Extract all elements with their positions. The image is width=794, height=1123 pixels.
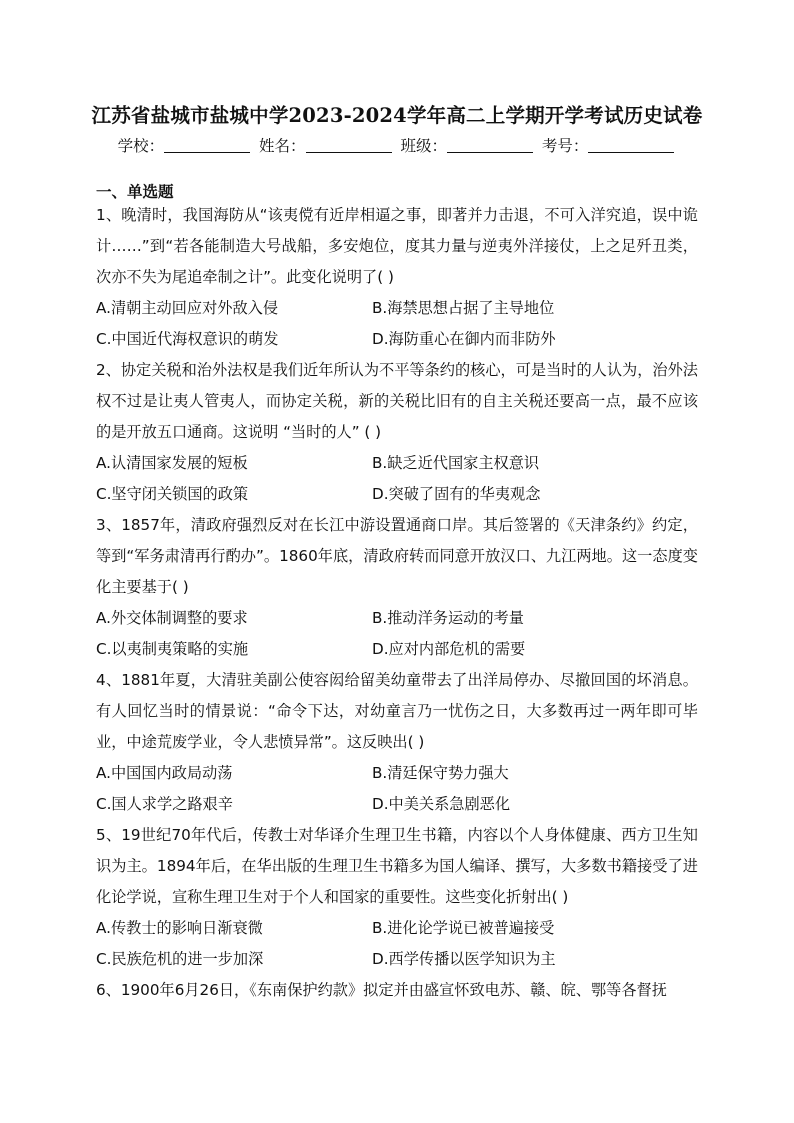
option-c[interactable]: C.民族危机的进一步加深: [96, 950, 264, 968]
student-info-line: [0, 134, 794, 156]
name-label: 姓名：: [259, 137, 306, 155]
option-list: [96, 603, 698, 665]
class-label: 班级：: [400, 137, 447, 155]
option-c[interactable]: C.坚守闭关锁国的政策: [96, 485, 249, 503]
question-4: [96, 665, 698, 820]
option-list: [96, 758, 698, 820]
option-a[interactable]: A.认清国家发展的短板: [96, 454, 248, 472]
exam-title: 江苏省盐城市盐城中学2023-2024学年高二上学期开学考试历史试卷: [91, 104, 703, 127]
option-b[interactable]: B.进化论学说已被普遍接受: [372, 919, 555, 937]
question-stem: 2、协定关税和治外法权是我们近年所认为不平等条约的核心，可是当时的人认为，治外法权不过是让夷人管夷人，而协定关税，新的关税比旧有的自主关税还要高一点，最不应该的是开放五口通商。这说明 “当时的人” ( ): [96, 361, 698, 441]
question-stem: 3、1857年，清政府强烈反对在长江中游设置通商口岸。其后签署的《天津条约》约定，等到“军务肃清再行酌办”。1860年底，清政府转而同意开放汉口、九江两地。这一态度变化主要基于( ): [96, 516, 698, 596]
option-a[interactable]: A.清朝主动回应对外敌入侵: [96, 299, 279, 317]
question-stem: 6、1900年6月26日，《东南保护约款》拟定并由盛宣怀致电苏、赣、皖、鄂等各督抚: [96, 981, 667, 999]
option-b[interactable]: B.推动洋务运动的考量: [372, 609, 524, 627]
option-a[interactable]: A.传教士的影响日渐衰微: [96, 919, 263, 937]
class-blank[interactable]: [447, 138, 533, 153]
option-d[interactable]: D.应对内部危机的需要: [372, 640, 526, 658]
option-c[interactable]: C.国人求学之路艰辛: [96, 795, 233, 813]
question-5: [96, 820, 698, 975]
school-field: [118, 134, 253, 156]
option-d[interactable]: D.西学传播以医学知识为主: [372, 950, 556, 968]
option-list: [96, 293, 698, 355]
question-1: [96, 200, 698, 355]
question-stem: 1、晚清时，我国海防从“该夷傥有近岸相逼之事，即著并力击退，不可入洋究追，误中诡计……”到“若各能制造大号战船，多安炮位，度其力量与逆夷外洋接仗，上之足歼丑类，次亦不失为尾追牵制之计”。此变化说明了( ): [96, 206, 698, 286]
name-blank[interactable]: [306, 138, 392, 153]
option-list: [96, 913, 698, 975]
school-blank[interactable]: [164, 138, 250, 153]
number-blank[interactable]: [588, 138, 674, 153]
question-stem: 4、1881年夏，大清驻美副公使容闳给留美幼童带去了出洋局停办、尽撤回国的坏消息。有人回忆当时的情景说：“命令下达，对幼童言乃一忧伤之日，大多数再过一两年即可毕业，中途荒废学业，令人悲愤异常”。这反映出( ): [96, 671, 698, 751]
question-3: [96, 510, 698, 665]
option-d[interactable]: D.突破了固有的华夷观念: [372, 485, 541, 503]
question-stem: 5、19世纪70年代后，传教士对华译介生理卫生书籍，内容以个人身体健康、西方卫生知识为主。1894年后，在华出版的生理卫生书籍多为国人编译、撰写，大多数书籍接受了进化论学说，宣称生理卫生对于个人和国家的重要性。这些变化折射出( ): [96, 826, 698, 906]
name-field: [259, 134, 394, 156]
option-b[interactable]: B.缺乏近代国家主权意识: [372, 454, 540, 472]
option-a[interactable]: A.外交体制调整的要求: [96, 609, 248, 627]
question-2: [96, 355, 698, 510]
option-b[interactable]: B.清廷保守势力强大: [372, 764, 509, 782]
option-c[interactable]: C.中国近代海权意识的萌发: [96, 330, 279, 348]
option-d[interactable]: D.海防重心在御内而非防外: [372, 330, 556, 348]
option-list: [96, 448, 698, 510]
option-a[interactable]: A.中国国内政局动荡: [96, 764, 233, 782]
number-field: [542, 134, 677, 156]
option-c[interactable]: C.以夷制夷策略的实施: [96, 640, 249, 658]
school-label: 学校：: [117, 137, 165, 155]
number-label: 考号：: [541, 137, 589, 155]
question-6: [96, 975, 698, 1006]
section-title: 一、单选题: [96, 183, 174, 201]
option-b[interactable]: B.海禁思想占据了主导地位: [372, 299, 555, 317]
question-list: [96, 200, 698, 1006]
option-d[interactable]: D.中美关系急剧恶化: [372, 795, 511, 813]
class-field: [400, 134, 535, 156]
